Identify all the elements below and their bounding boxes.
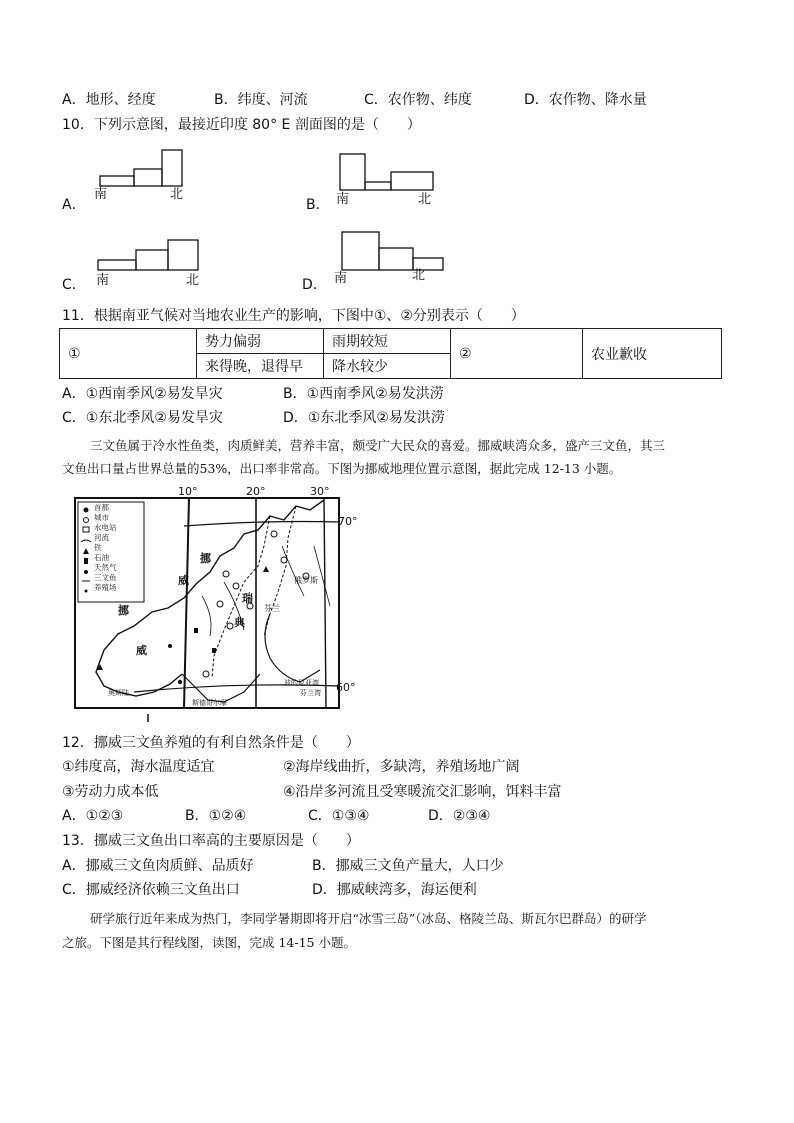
q11-stem: 11．根据南亚气候对当地农业生产的影响，下图中①、②分别表示（ ） <box>62 308 525 324</box>
q11-option-d[interactable]: D．①东北季风②易发洪涝 <box>283 410 445 426</box>
label-south: 南 <box>336 192 350 207</box>
profile-bar <box>379 248 413 270</box>
q9-option-b[interactable]: B．纬度、河流 <box>214 92 308 108</box>
q11-option-a[interactable]: A．①西南季风②易发旱灾 <box>62 386 223 402</box>
q13-option-b[interactable]: B．挪威三文鱼产量大，人口少 <box>312 858 504 874</box>
cell-2: ② <box>451 329 583 379</box>
q10-stem: 10．下列示意图，最接近印度 80° E 剖面图的是（ ） <box>62 117 421 133</box>
profile-bar <box>100 176 134 186</box>
q11-table <box>59 328 722 379</box>
lon-20: 20° <box>246 485 266 498</box>
q13-stem: 13．挪威三文鱼出口率高的主要原因是（ ） <box>62 833 360 849</box>
q9-option-d[interactable]: D．农作物、降水量 <box>524 92 647 108</box>
intro-14-15-line2: 之旅。下图是其行程线图，读图，完成 14-15 小题。 <box>62 935 356 950</box>
label-north: 北 <box>186 273 200 288</box>
cell-result: 农业歉收 <box>583 329 722 379</box>
map-label-wei2: 威 <box>136 644 147 657</box>
label-south: 南 <box>94 187 108 202</box>
label-north: 北 <box>418 192 432 207</box>
q10-profile-a <box>90 146 220 196</box>
cell-r1b: 雨期较短 <box>324 329 451 354</box>
map-label-stockholm: 斯德哥尔摩 <box>192 699 227 707</box>
norway-map <box>74 485 358 722</box>
q10-option-d[interactable]: D． 南 北 <box>302 230 482 296</box>
profile-bar <box>162 150 182 186</box>
lon-10: 10° <box>178 485 198 498</box>
map-label-wei1: 威 <box>178 574 189 587</box>
cell-r2b: 降水较少 <box>324 354 451 379</box>
q12-statement-3: ③劳动力成本低 <box>62 784 159 800</box>
q12-option-a[interactable]: A．①②③ <box>62 808 124 824</box>
profile-bar <box>365 182 391 190</box>
map-label-finland: 芬兰 <box>264 604 280 613</box>
label-north: 北 <box>170 187 184 202</box>
q12-option-b[interactable]: B．①②④ <box>185 808 247 824</box>
label-south: 南 <box>334 271 348 286</box>
q12-option-c[interactable]: C．①③④ <box>308 808 370 824</box>
q13-option-c[interactable]: C．挪威经济依赖三文鱼出口 <box>62 882 240 898</box>
q12-stem: 12．挪威三文鱼养殖的有利自然条件是（ ） <box>62 735 360 751</box>
q10-profile-d <box>330 230 460 276</box>
q12-option-d[interactable]: D．②③④ <box>428 808 491 824</box>
q10-option-b[interactable]: B． 南 北 <box>306 148 486 218</box>
q10-profile-c <box>90 236 220 276</box>
map-label-russia: 俄罗斯 <box>294 576 318 585</box>
cell-r1: 势力偏弱 <box>197 329 324 354</box>
q13-option-a[interactable]: A．挪威三文鱼肉质鲜、品质好 <box>62 858 254 874</box>
profile-bar <box>342 232 379 270</box>
q11-option-c[interactable]: C．①东北季风②易发旱灾 <box>62 410 223 426</box>
map-label-rui: 瑞 <box>242 592 253 605</box>
q10-option-a[interactable]: A． 南 北 <box>62 146 242 216</box>
q10-option-c[interactable]: C． 南 北 <box>62 236 242 296</box>
cell-r2: 来得晚，退得早 <box>197 354 324 379</box>
map-label-bothnia: 波的尼亚湾 <box>284 679 319 687</box>
map-legend: 首都 城市 水电站 河流 铁 石油 天然气 三文鱼 养殖场 <box>94 503 117 592</box>
lat-70: 70° <box>338 515 358 528</box>
profile-bar <box>391 172 433 190</box>
map-label-nuo1: 挪 <box>200 552 211 565</box>
profile-bar <box>98 260 136 270</box>
map-label-gulf-finland: 芬兰湾 <box>300 689 321 697</box>
q12-statement-1: ①纬度高，海水温度适宜 <box>62 759 215 775</box>
profile-bar <box>136 250 168 270</box>
intro-14-15-line1: 研学旅行近年来成为热门，李同学暑期即将开启“冰雪三岛”（冰岛、格陵兰岛、斯瓦尔巴群岛）的研学 <box>90 911 647 926</box>
intro-12-13-line2: 文鱼出口量占世界总量的53%，出口率非常高。下图为挪威地理位置示意图，据此完成 12-13 小题。 <box>62 461 622 476</box>
cell-1: ① <box>60 329 197 379</box>
q13-option-d[interactable]: D．挪威峡湾多，海运便利 <box>312 882 477 898</box>
map-label-nuo2: 挪 <box>118 604 129 617</box>
profile-bar <box>168 240 198 270</box>
q12-statement-2: ②海岸线曲折，多缺湾，养殖场地广阔 <box>283 759 520 775</box>
lon-30: 30° <box>310 485 330 498</box>
q9-option-a[interactable]: A．地形、经度 <box>62 92 156 108</box>
q10-profile-b <box>334 148 474 198</box>
intro-12-13-line1: 三文鱼属于冷水性鱼类，肉质鲜美，营养丰富，颇受广大民众的喜爱。挪威峡湾众多，盛产三文鱼，其三 <box>90 438 666 453</box>
q11-option-b[interactable]: B．①西南季风②易发洪涝 <box>283 386 444 402</box>
profile-bar <box>134 169 162 186</box>
lat-60: 60° <box>336 681 356 694</box>
q12-statement-4: ④沿岸多河流且受寒暖流交汇影响，饵料丰富 <box>283 784 562 800</box>
map-label-dian: 典 <box>234 616 245 629</box>
label-south: 南 <box>96 273 110 288</box>
label-north: 北 <box>412 268 426 283</box>
profile-bar <box>340 154 365 190</box>
map-label-oslo: 奥斯陆 <box>108 689 129 697</box>
q9-option-c[interactable]: C．农作物、纬度 <box>364 92 472 108</box>
